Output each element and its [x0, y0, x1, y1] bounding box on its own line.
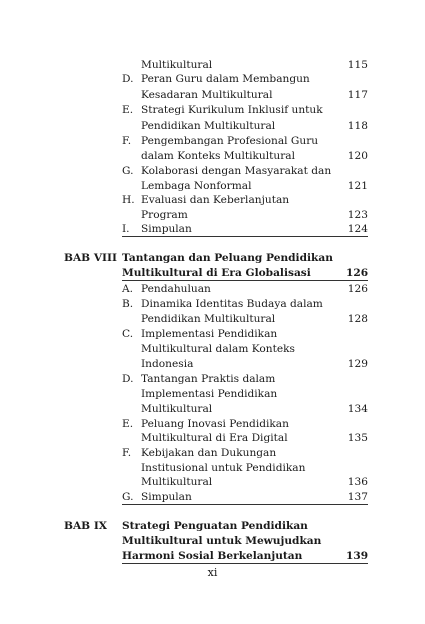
dot-leader: [211, 281, 213, 297]
toc-page-number: 121: [347, 180, 368, 192]
toc-item-letter: D.: [122, 373, 134, 385]
toc-page-number: 126: [347, 283, 368, 295]
toc-page-number: 120: [347, 150, 368, 162]
page-number: xi: [207, 566, 218, 579]
dot-leader: [192, 221, 194, 237]
toc-page-number: 115: [347, 59, 368, 71]
dot-leader: [302, 548, 304, 564]
chapter-label: BAB VIII: [64, 252, 117, 264]
toc-page-number: 137: [347, 491, 368, 503]
dot-leader: [212, 401, 214, 417]
toc-page-number: 123: [347, 209, 368, 221]
toc-entry-line: Strategi Kurikulum Inklusif untuk: [141, 104, 323, 116]
toc-entry-line: Implementasi Pendidikan: [141, 388, 278, 400]
dot-leader: [193, 356, 195, 372]
dot-leader: [192, 489, 194, 505]
dot-leader: [212, 474, 214, 490]
dot-leader: [275, 118, 277, 134]
toc-entry-line: Pengembangan Profesional Guru: [141, 135, 319, 147]
toc-entry-line: Multikultural dalam Konteks: [141, 343, 295, 355]
chapter-page-number: 126: [346, 267, 369, 279]
toc-entry-line: Peluang Inovasi Pendidikan: [141, 418, 289, 430]
chapter-page-number: 139: [346, 550, 369, 562]
dot-leader: [273, 87, 275, 103]
toc-page-number: 136: [347, 476, 368, 488]
toc-entry-line: Tantangan Praktis dalam: [141, 373, 276, 385]
chapter-title-line: Multikultural untuk Mewujudkan: [122, 535, 322, 547]
toc-entry-line: Institusional untuk Pendidikan: [141, 462, 306, 474]
section-divider: [122, 236, 368, 237]
toc-item-letter: D.: [122, 73, 134, 85]
toc-item-letter: C.: [122, 328, 134, 340]
dot-leader: [311, 265, 313, 281]
toc-item-letter: F.: [122, 447, 132, 459]
toc-item-letter: E.: [122, 104, 134, 116]
toc-item-letter: B.: [122, 298, 134, 310]
toc-entry-line: Peran Guru dalam Membangun: [141, 73, 310, 85]
toc-page-number: 117: [347, 89, 368, 101]
toc-item-letter: I.: [122, 223, 130, 235]
toc-entry-line: Kebijakan dan Dukungan: [141, 447, 277, 459]
chapter-divider: [122, 563, 368, 564]
toc-item-letter: F.: [122, 135, 132, 147]
toc-entry-line: Evaluasi dan Keberlanjutan: [141, 194, 290, 206]
chapter-title-line: Tantangan dan Peluang Pendidikan: [122, 252, 333, 264]
toc-page-number: 134: [347, 403, 368, 415]
toc-item-letter: G.: [122, 165, 134, 177]
toc-item-letter: G.: [122, 491, 134, 503]
toc-page-number: 129: [347, 358, 368, 370]
dot-leader: [295, 148, 297, 164]
dot-leader: [288, 430, 290, 446]
chapter-label: BAB IX: [64, 520, 107, 532]
toc-page-number: 118: [347, 120, 368, 132]
chapter-title-line: Strategi Penguatan Pendidikan: [122, 520, 308, 532]
toc-item-letter: H.: [122, 194, 135, 206]
toc-item-letter: A.: [122, 283, 134, 295]
section-divider: [122, 504, 368, 505]
toc-page-number: 124: [347, 223, 368, 235]
toc-page-number: 135: [347, 432, 368, 444]
dot-leader: [275, 311, 277, 327]
toc-entry-line: Kolaborasi dengan Masyarakat dan: [141, 165, 332, 177]
toc-entry-line: Implementasi Pendidikan: [141, 328, 278, 340]
toc-page-number: 128: [347, 313, 368, 325]
toc-entry-line: Dinamika Identitas Budaya dalam: [141, 298, 323, 310]
toc-item-letter: E.: [122, 418, 134, 430]
